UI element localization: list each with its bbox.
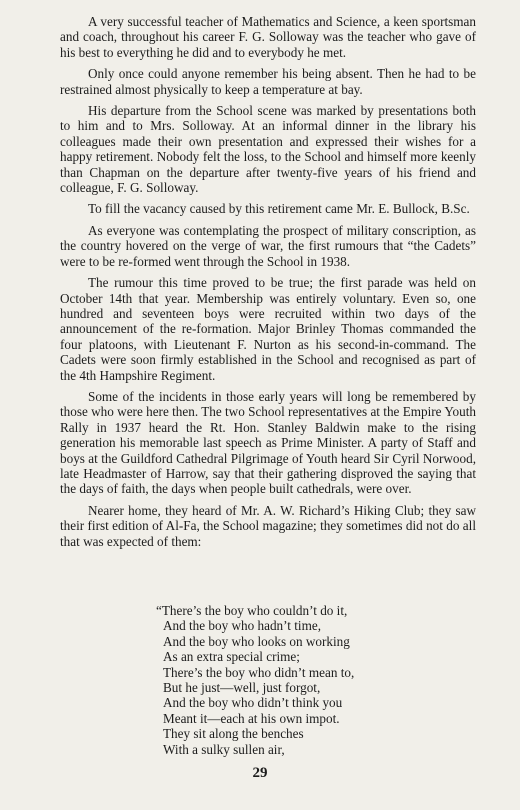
poem-line: With a sulky sullen air, <box>163 741 285 757</box>
paragraph: His departure from the School scene was marked by presentations both to him and to Mrs. Solloway. At an informal dinner in the library his colleagues made their own presentation and expressed their wishes for a happy retirement. Nobody felt the loss, to the School and himself more keenly than Chapman on the departure after twenty-five years of his friend and colleague, F. G. Solloway. <box>60 103 476 196</box>
paragraph: A very successful teacher of Mathematics and Science, a keen sportsman and coach, throughout his career F. G. Solloway was the teacher who gave of his best to everything he did and to everybody he met. <box>60 14 476 60</box>
paragraph: The rumour this time proved to be true; the first parade was held on October 14th that year. Membership was entirely voluntary. Even so, one hundred and seventeen boys were recruited within two days of the announcement of the re-formation. Major Brinley Thomas commanded the four platoons, with Lieutenant F. Nurton as his second-in-command. The Cadets were soon firmly established in the School and recognised as part of the 4th Hampshire Regiment. <box>60 275 476 383</box>
poem-quote <box>156 603 486 757</box>
poem-line: And the boy who didn’t think you <box>163 695 343 711</box>
poem-line: There’s the boy who didn’t mean to, <box>163 664 355 680</box>
page-number: 29 <box>252 765 268 781</box>
poem-line: As an extra special crime; <box>163 649 300 665</box>
poem-line: And the boy who hadn’t time, <box>163 618 321 634</box>
poem-line: “There’s the boy who couldn’t do it, <box>156 603 348 618</box>
poem-line: They sit along the benches <box>163 726 304 742</box>
paragraph: Some of the incidents in those early years will long be remembered by those who were here then. The two School representatives at the Empire Youth Rally in 1937 heard the Rt. Hon. Stanley Baldwin make to the rising generation his memorable last speech as Prime Minister. A party of Staff and boys at the Guildford Cathedral Pilgrimage of Youth heard Sir Cyril Norwood, late Headmaster of Harrow, say that their gathering disproved the saying that the days of faith, the days when people built cathedrals, were over. <box>60 388 476 497</box>
paragraph: As everyone was contemplating the prospect of military conscription, as the country hovered on the verge of war, the first rumours that “the Cadets” were to be re-formed went through the School in 1938. <box>60 222 476 269</box>
paragraph: Only once could anyone remember his being absent. Then he had to be restrained almost physically to keep a temperature at bay. <box>60 66 476 97</box>
body-text <box>60 14 476 555</box>
paragraph: Nearer home, they heard of Mr. A. W. Richard’s Hiking Club; they saw their first edition of Al-Fa, the School magazine; they sometimes did not do all that was expected of them: <box>60 502 476 549</box>
poem-line: But he just—well, just forgot, <box>163 680 321 696</box>
poem-line: Meant it—each at his own impot. <box>163 710 340 726</box>
paragraph: To fill the vacancy caused by this retirement came Mr. E. Bullock, B.Sc. <box>88 201 470 217</box>
poem-line: And the boy who looks on working <box>163 633 350 649</box>
